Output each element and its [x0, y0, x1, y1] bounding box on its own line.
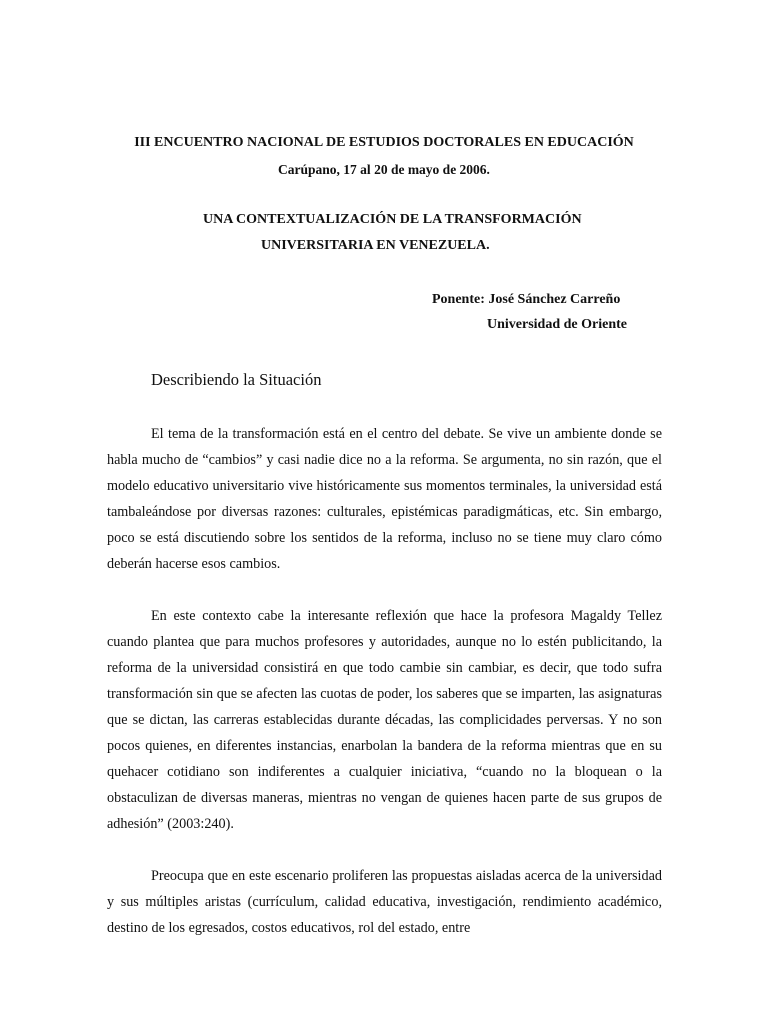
section-heading: Describiendo la Situación: [151, 370, 322, 389]
presenter: Ponente: José Sánchez Carreño: [432, 292, 621, 307]
paper-title-line1: UNA CONTEXTUALIZACIÓN DE LA TRANSFORMACIÓN: [203, 212, 582, 227]
event-date: Carúpano, 17 al 20 de mayo de 2006.: [278, 162, 490, 177]
paragraph-2: En este contexto cabe la interesante reflexión que hace la profesora Magaldy Tellez cuando plantea que para muchos profesores y autoridades, aunque no lo estén publicitando, la reforma de la universidad consistirá en que todo cambie sin cambiar, es decir, que todo sufra transformación sin que se afecten las cuotas de poder, los saberes que se imparten, las asignaturas que se dictan, las carreras establecidas durante décadas, las complicidades perversas. Y no son pocos quienes, en diferentes instancias, enarbolan la bandera de la reforma mientras que en su quehacer cotidiano son indiferentes a cualquier iniciativa, “cuando no la bloquean o la obstaculizan de diversas maneras, mientras no vengan de quienes hacen parte de sus grupos de adhesión” (2003:240).: [107, 608, 662, 832]
paper-title-line2: UNIVERSITARIA EN VENEZUELA.: [261, 238, 490, 253]
institution: Universidad de Oriente: [487, 317, 627, 332]
paragraph-3: Preocupa que en este escenario proliferen las propuestas aisladas acerca de la universidad y sus múltiples aristas (currículum, calidad educativa, investigación, rendimiento académico, destino de los egresados, costos educativos, rol del estado, entre: [107, 868, 662, 936]
paragraph-1: El tema de la transformación está en el centro del debate. Se vive un ambiente donde se habla mucho de “cambios” y casi nadie dice no a la reforma. Se argumenta, no sin razón, que el modelo educativo universitario vive históricamente sus momentos terminales, la universidad está tambaleándose por diversas razones: culturales, epistémicas paradigmáticas, etc. Sin embargo, poco se está discutiendo sobre los sentidos de la reforma, incluso no se tiene muy claro cómo deberán hacerse esos cambios.: [107, 426, 662, 572]
event-title: III ENCUENTRO NACIONAL DE ESTUDIOS DOCTORALES EN EDUCACIÓN: [134, 135, 634, 150]
